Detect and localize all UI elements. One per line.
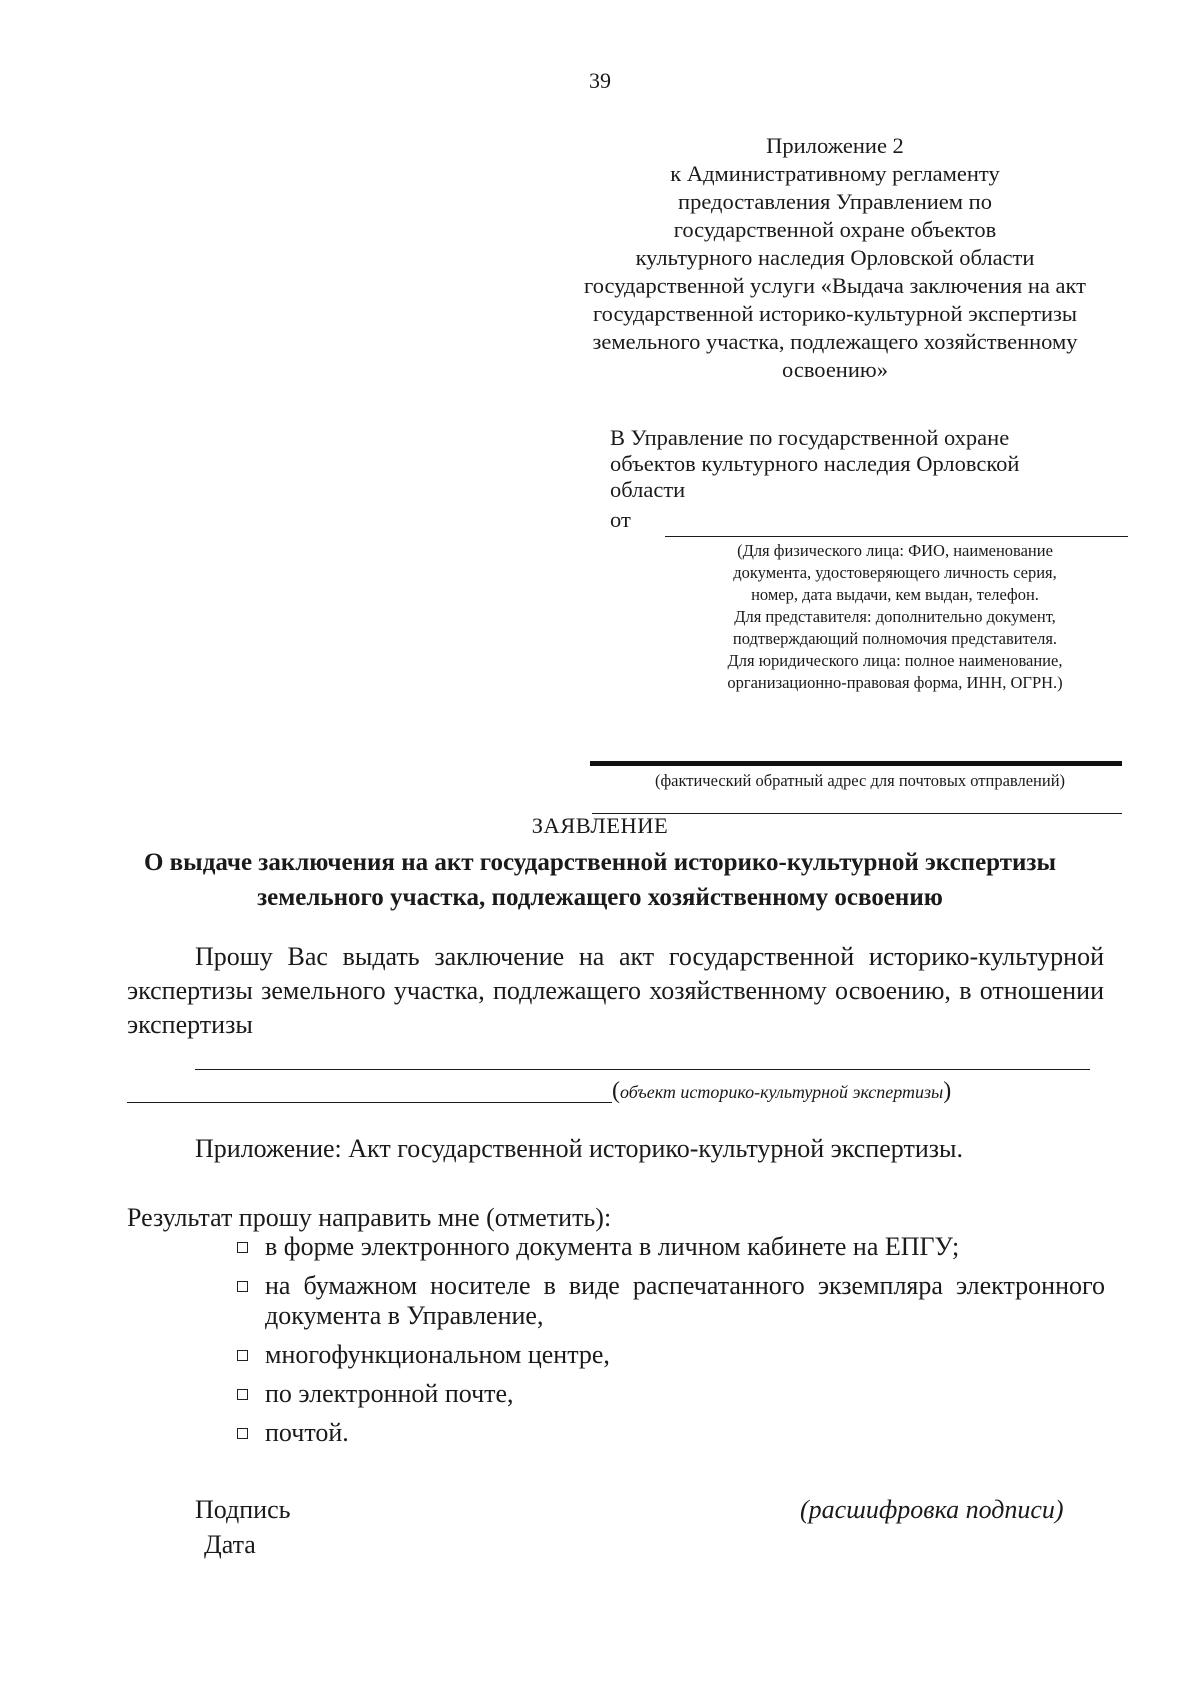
attachment-text: Приложение: Акт государственной историко-культурной экспертизы.: [195, 1134, 963, 1163]
applicant-note-line: номер, дата выдачи, кем выдан, телефон.: [751, 585, 1039, 604]
applicant-note-line: подтверждающий полномочия представителя.: [732, 629, 1058, 648]
signature-decoding: (расшифровка подписи): [800, 1495, 1064, 1524]
result-option[interactable]: [235, 1340, 1105, 1370]
checkbox-icon[interactable]: [237, 1281, 248, 1292]
from-label: от: [610, 507, 631, 532]
result-options: [235, 1232, 1105, 1457]
applicant-note-line: документа, удостоверяющего личность серия,: [733, 563, 1057, 582]
result-intro: Результат прошу направить мне (отметить):: [127, 1203, 612, 1232]
statement-subject: О выдаче заключения на акт государственной историко-культурной экспертизы земельного участка, подлежащего хозяйственному освоению: [143, 849, 1056, 911]
appendix-header-line: Приложение 2: [766, 133, 904, 158]
result-option[interactable]: [235, 1232, 1105, 1262]
applicant-fill-line: [665, 536, 1128, 537]
appendix-header-line: культурного наследия Орловской области: [635, 245, 1035, 270]
signature-label: Подпись: [195, 1495, 291, 1524]
page-number: 39: [589, 68, 611, 93]
object-fill-line: [195, 1069, 1090, 1070]
appendix-header-line: земельного участка, подлежащего хозяйственному: [592, 329, 1078, 354]
separator-line: [590, 761, 1122, 766]
appendix-header-line: государственной охране объектов: [673, 217, 997, 242]
appendix-header-line: к Административному регламенту: [670, 161, 1000, 186]
result-option-label: на бумажном носителе в виде распечатанного экземпляра электронного документа в Управление,: [265, 1271, 1105, 1330]
appendix-header-line: государственной историко-культурной экспертизы: [593, 301, 1077, 326]
applicant-note: [660, 540, 1130, 694]
checkbox-icon[interactable]: [237, 1350, 248, 1361]
result-option-label: в форме электронного документа в личном кабинете на ЕПГУ;: [265, 1232, 960, 1261]
result-option-label: по электронной почте,: [265, 1379, 514, 1408]
result-option-label: многофункциональном центре,: [265, 1340, 610, 1369]
object-caption: (объект историко-культурной экспертизы): [612, 1078, 952, 1104]
result-option[interactable]: [235, 1379, 1105, 1409]
appendix-header-line: предоставления Управлением по: [678, 189, 992, 214]
checkbox-icon[interactable]: [237, 1389, 248, 1400]
address-note: (фактический обратный адрес для почтовых отправлений): [654, 771, 1066, 790]
object-caption-text: объект историко-культурной экспертизы: [620, 1082, 944, 1102]
applicant-note-line: Для юридического лица: полное наименование,: [727, 651, 1063, 670]
addressee: В Управление по государственной охране объектов культурного наследия Орловской области: [610, 425, 1020, 502]
appendix-header-line: государственной услуги «Выдача заключения на акт: [584, 273, 1086, 298]
object-fill-line: [127, 1102, 612, 1103]
result-option[interactable]: [235, 1271, 1105, 1331]
request-text: Прошу Вас выдать заключение на акт государственной историко-культурной экспертизы земельного участка, подлежащего хозяйственному освоению, в отношении экспертизы: [127, 942, 1104, 1039]
statement-title: ЗАЯВЛЕНИЕ: [531, 813, 669, 838]
appendix-header: [540, 132, 1130, 384]
request-paragraph: [127, 940, 1104, 1042]
result-option-label: почтой.: [265, 1418, 349, 1447]
appendix-header-line: освоению»: [782, 357, 888, 382]
date-label: Дата: [204, 1530, 256, 1559]
applicant-note-line: Для представителя: дополнительно документ,: [734, 607, 1056, 626]
applicant-note-line: организационно-правовая форма, ИНН, ОГРН.): [727, 673, 1063, 692]
checkbox-icon[interactable]: [237, 1242, 248, 1253]
checkbox-icon[interactable]: [237, 1428, 248, 1439]
applicant-note-line: (Для физического лица: ФИО, наименование: [737, 541, 1053, 560]
result-option[interactable]: [235, 1418, 1105, 1448]
